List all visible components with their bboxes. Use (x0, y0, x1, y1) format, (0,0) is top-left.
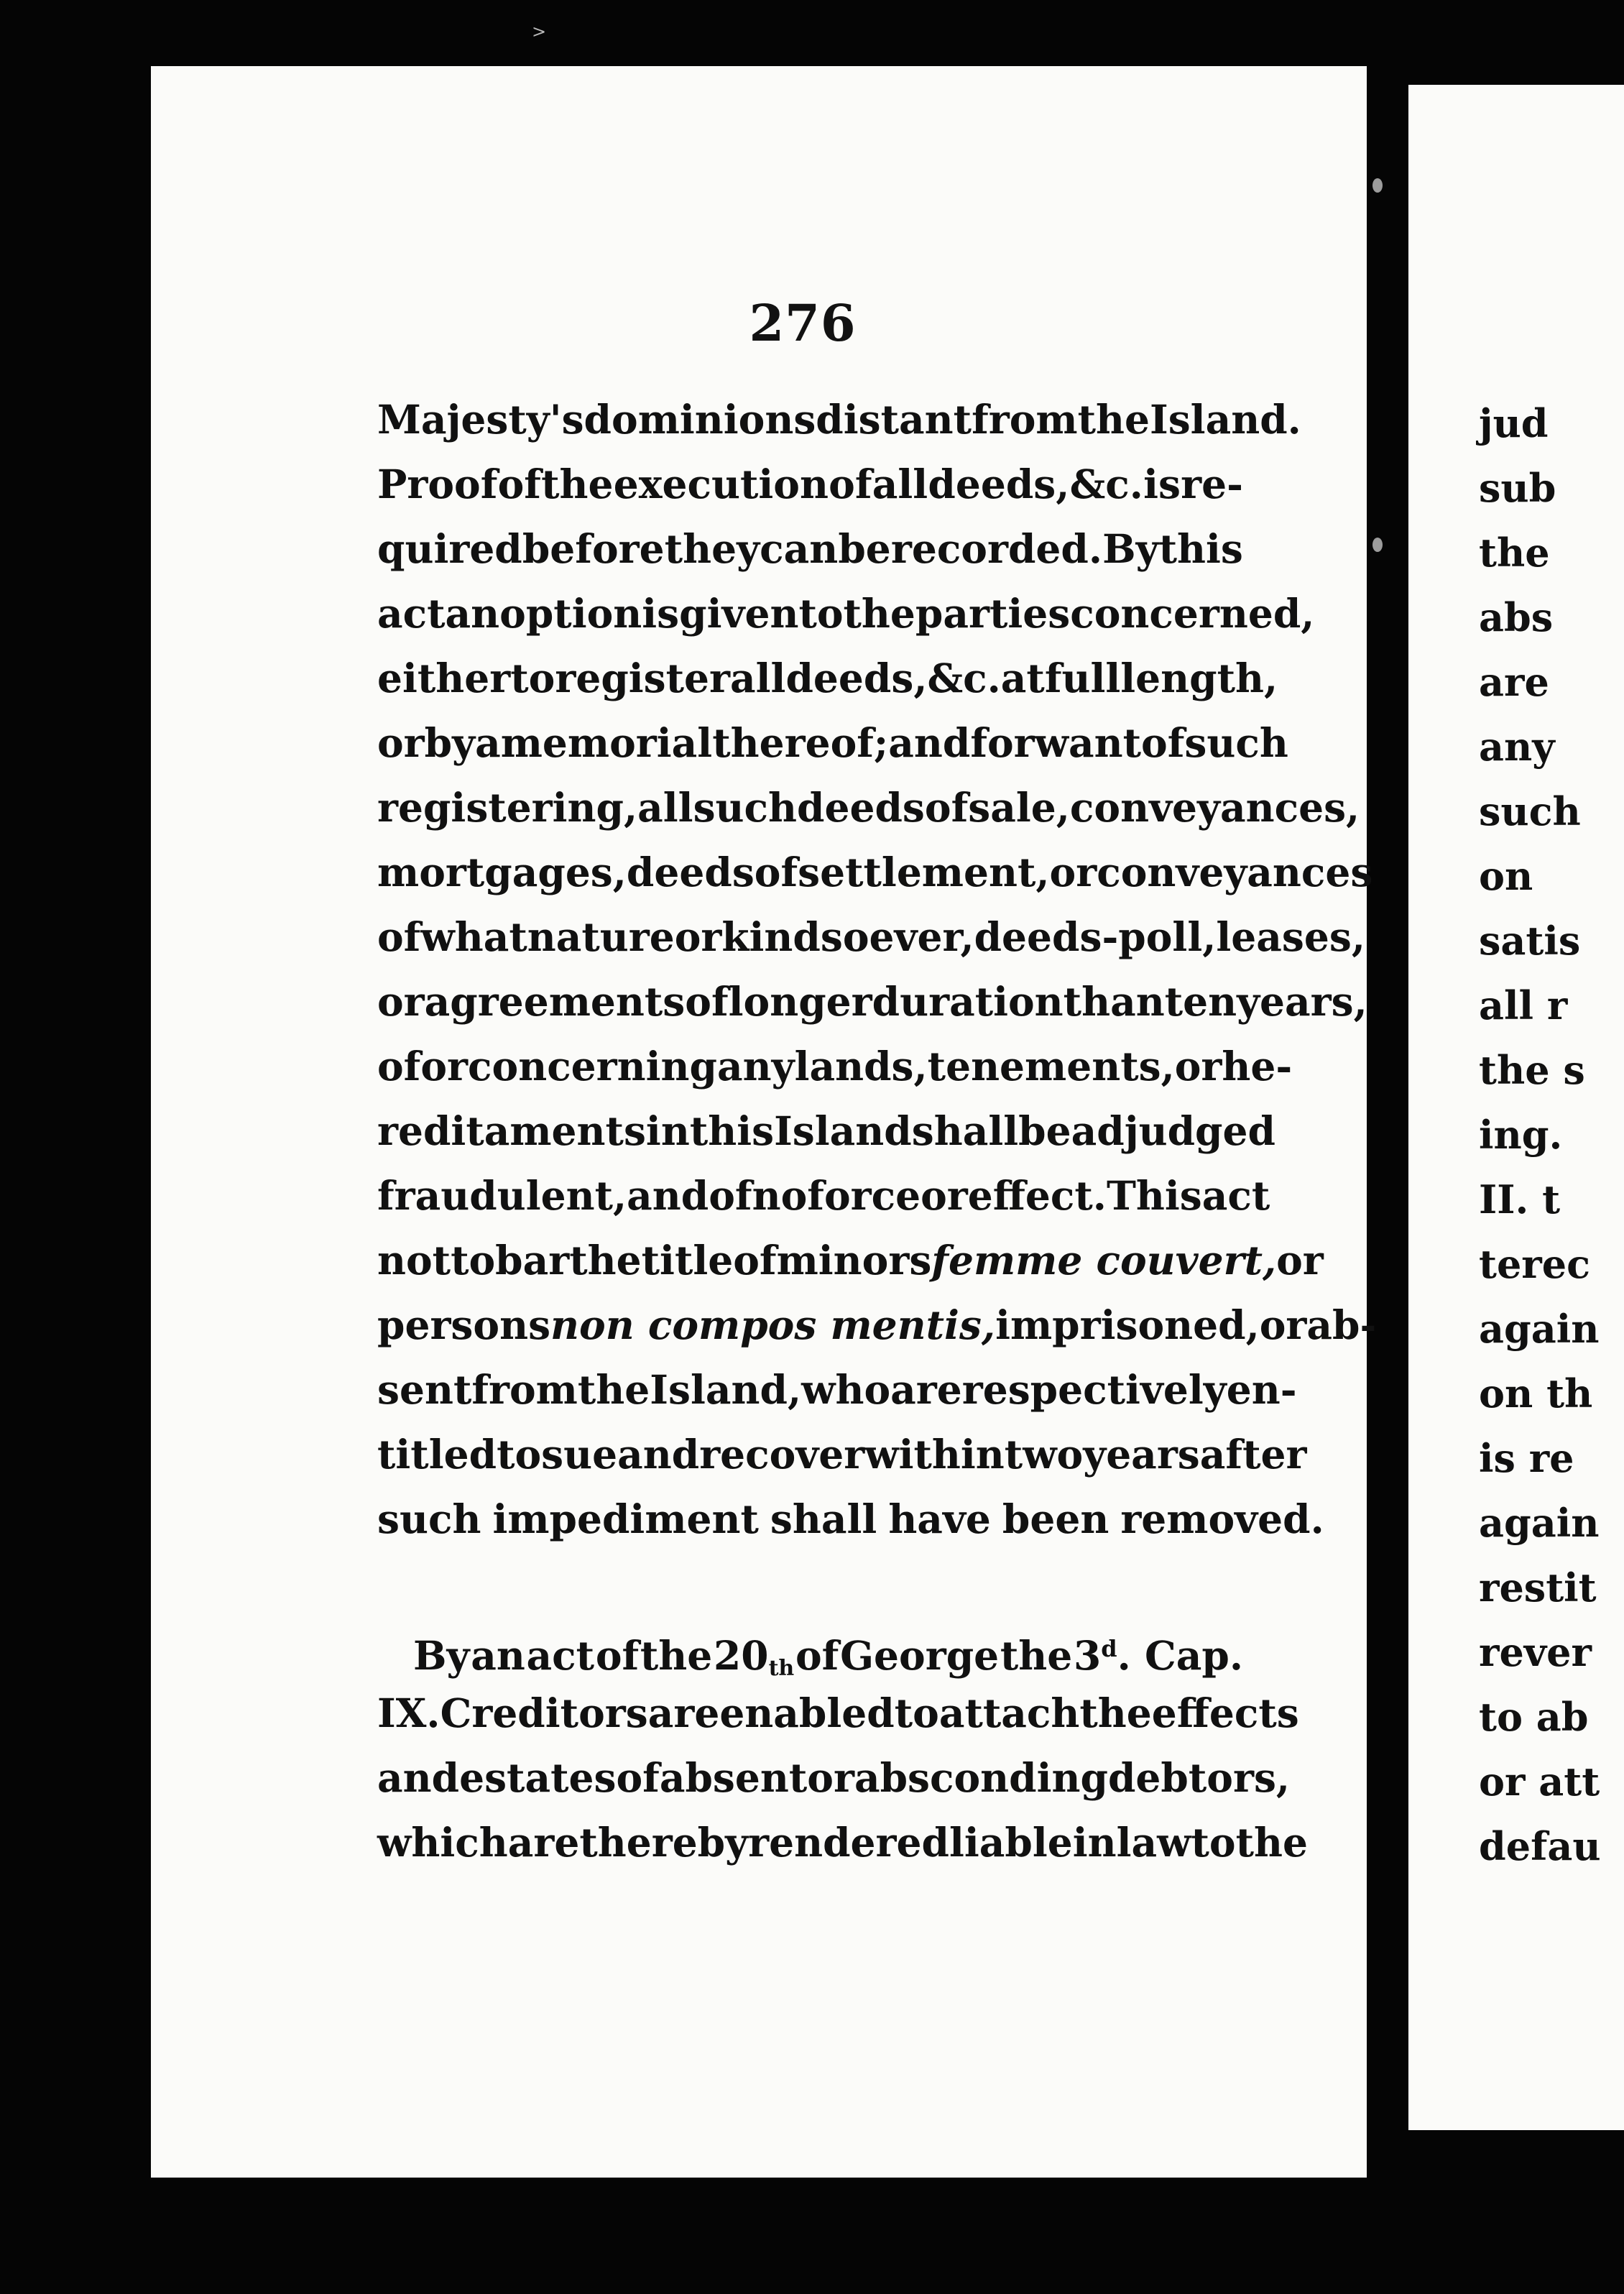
text-line (377, 1488, 1324, 1551)
text-word: concerning (468, 1043, 717, 1090)
right-page-line-fragment: is re (1479, 1435, 1574, 1481)
text-word: or (921, 1172, 968, 1219)
text-word: debtors, (1107, 1754, 1291, 1801)
text-word: any (716, 1043, 795, 1090)
text-word: this (689, 1107, 775, 1154)
text-word: years, (1237, 978, 1367, 1025)
text-line (377, 582, 1315, 645)
text-line (377, 1294, 1377, 1357)
text-line (377, 1164, 1270, 1227)
text-word: of (616, 1754, 660, 1801)
text-word: sale, (968, 784, 1070, 831)
text-word: of (685, 978, 729, 1025)
text-word: law (1116, 1819, 1191, 1866)
text-word: no (752, 1172, 808, 1219)
text-word: kind (721, 913, 821, 960)
text-word: of (497, 461, 541, 507)
text-word: an (445, 590, 500, 637)
right-page-line-fragment: on th (1479, 1371, 1593, 1417)
text-word: agreements (424, 978, 686, 1025)
text-word: this (1158, 525, 1243, 572)
text-word: leases, (1216, 913, 1365, 960)
text-word: of (377, 913, 421, 960)
text-word: of (795, 1632, 839, 1679)
text-word: absconding (854, 1754, 1108, 1801)
text-word: registering, (377, 784, 638, 831)
text-word: Majesty's (377, 396, 584, 443)
text-word: are (507, 1819, 580, 1866)
right-page-line-fragment: such (1479, 788, 1581, 834)
text-word: adjudged (1071, 1107, 1275, 1154)
text-word: is (642, 590, 680, 637)
text-word: $20_{th}$ (714, 1632, 795, 1681)
right-page-line-fragment: are (1479, 659, 1549, 705)
text-word: soever, (820, 913, 974, 960)
text-word: which (377, 1819, 508, 1866)
text-word: or (1174, 1043, 1222, 1090)
text-word: deeds (626, 849, 755, 895)
right-page-line-fragment: the s (1479, 1047, 1585, 1093)
text-line (377, 453, 1243, 516)
text-word: of (709, 1172, 752, 1219)
right-page-line-fragment: any (1479, 724, 1555, 770)
text-word: to (894, 1690, 939, 1736)
right-page-line-fragment: sub (1479, 465, 1556, 511)
text-word: all (872, 461, 928, 507)
text-word: who (801, 1366, 891, 1413)
right-page-line-fragment: again (1479, 1306, 1600, 1352)
text-word: titled (377, 1431, 497, 1478)
text-word: quired (377, 525, 522, 572)
text-word: Creditors (440, 1690, 648, 1736)
text-word: fraudulent, (377, 1172, 627, 1219)
text-word: concerned, (1070, 590, 1315, 637)
text-word: he- (1222, 1043, 1293, 1090)
text-word: By (1102, 525, 1159, 572)
text-word: before (522, 525, 665, 572)
text-word: minors (776, 1237, 932, 1284)
text-word: shall (911, 1107, 1019, 1154)
text-word: of (754, 849, 798, 895)
text-word: they (664, 525, 760, 572)
right-page-line-fragment: to ab (1479, 1694, 1589, 1740)
text-word: recorded. (890, 525, 1103, 572)
gutter-speck (1372, 538, 1383, 552)
text-word: mortgages, (377, 849, 627, 895)
text-word: at (1000, 655, 1045, 701)
right-page-line-fragment: abs (1479, 594, 1554, 640)
right-page-line-fragment: terec (1479, 1241, 1590, 1287)
text-word: Island (774, 1107, 912, 1154)
text-word: full (1044, 655, 1121, 701)
text-word: the (843, 590, 915, 637)
text-word: ab- (1306, 1302, 1377, 1348)
text-word: effect. (967, 1172, 1107, 1219)
text-word: imprisoned, (995, 1302, 1260, 1348)
text-word: for (970, 719, 1035, 766)
right-page-line-fragment: on (1479, 853, 1533, 899)
right-page-line-fragment: again (1479, 1500, 1600, 1546)
gutter-speck (1372, 178, 1383, 193)
text-word: or (807, 1754, 854, 1801)
text-word: or (1049, 849, 1097, 895)
text-word: deeds, (785, 655, 928, 701)
text-word: By (413, 1632, 470, 1679)
text-word: conveyances, (1069, 784, 1360, 831)
text-word: are (647, 1690, 720, 1736)
text-line (377, 841, 1373, 904)
text-word: sue (541, 1431, 618, 1478)
text-word: the (1079, 1690, 1152, 1736)
text-line (377, 1229, 1324, 1292)
text-word: want (1034, 719, 1142, 766)
text-line (377, 517, 1243, 581)
text-word: act (526, 1632, 595, 1679)
text-word: thereby (579, 1819, 749, 1866)
text-word: shall (770, 1496, 877, 1542)
text-word: bar (495, 1237, 570, 1284)
text-word: removed. (1120, 1496, 1324, 1542)
text-word: or (377, 978, 425, 1025)
text-word: attach (938, 1690, 1080, 1736)
text-line (377, 1423, 1307, 1486)
text-word: deeds-poll, (974, 913, 1217, 960)
text-word: given (679, 590, 799, 637)
text-word: by (424, 719, 476, 766)
text-word: ten (1164, 978, 1237, 1025)
text-word: years (1083, 1431, 1200, 1478)
text-word: not (377, 1237, 451, 1284)
text-word: within (864, 1431, 1005, 1478)
text-word: have (888, 1496, 991, 1542)
text-word: and (888, 719, 971, 766)
page-number: 276 (749, 293, 857, 353)
text-word: either (377, 655, 511, 701)
text-word: duration (872, 978, 1064, 1025)
text-word: This (1106, 1172, 1202, 1219)
text-word: act (377, 590, 446, 637)
text-word: two (1004, 1431, 1084, 1478)
text-word: longer (728, 978, 872, 1025)
text-word: parties (915, 590, 1071, 637)
text-word: Island. (1149, 396, 1301, 443)
text-word: from (471, 1366, 578, 1413)
text-word: of (1141, 719, 1185, 766)
text-word: and (627, 1172, 709, 1219)
text-word: such (377, 1496, 481, 1542)
text-word: persons (377, 1302, 551, 1348)
right-page-line-fragment: jud (1479, 400, 1549, 446)
text-word: are (890, 1366, 962, 1413)
text-word: than (1063, 978, 1165, 1025)
text-word: or (420, 1043, 469, 1090)
text-line (413, 1617, 1243, 1680)
text-word: title (641, 1237, 734, 1284)
text-word: a (475, 719, 501, 766)
text-word: can (760, 525, 839, 572)
italic-word: non compos mentis, (550, 1302, 996, 1348)
text-word: or (377, 719, 425, 766)
text-word: or (674, 913, 722, 960)
text-word: an (471, 1632, 525, 1679)
text-word: to (798, 590, 844, 637)
text-word: act (1201, 1172, 1270, 1219)
text-word: after (1199, 1431, 1307, 1478)
text-line (377, 1811, 1308, 1874)
right-page-line-fragment: rever (1479, 1629, 1592, 1675)
text-word: the (541, 461, 614, 507)
text-word: deeds (797, 784, 925, 831)
text-word: reditaments (377, 1107, 646, 1154)
text-word: the (1235, 1819, 1308, 1866)
text-word: be (1018, 1107, 1071, 1154)
text-line (377, 711, 1288, 775)
text-word: . Cap. (1117, 1632, 1243, 1679)
text-line (377, 1358, 1297, 1422)
text-word: length, (1120, 655, 1278, 701)
text-word: effects (1151, 1690, 1299, 1736)
text-word: enabled (719, 1690, 895, 1736)
text-line (377, 1682, 1299, 1745)
text-word: liable (949, 1819, 1073, 1866)
text-line (377, 1035, 1293, 1098)
text-word: &c. (927, 655, 1001, 701)
text-line (377, 776, 1360, 839)
text-word: to (1191, 1819, 1236, 1866)
text-line (377, 906, 1365, 969)
text-word: recover (699, 1431, 865, 1478)
text-word: en- (1226, 1366, 1297, 1413)
text-word: 3$^d$. Cap. (1074, 1632, 1243, 1679)
italic-word: femme couvert, (931, 1237, 1277, 1284)
text-word: George (840, 1632, 1000, 1679)
text-word: and (377, 1754, 460, 1801)
text-word: IX. (377, 1690, 440, 1736)
text-word: of (829, 461, 872, 507)
text-word: register (555, 655, 731, 701)
text-word: nature (527, 913, 675, 960)
text-word: been (1002, 1496, 1109, 1542)
text-word: of (377, 1043, 421, 1090)
text-word: absent (659, 1754, 808, 1801)
text-word: respectively (961, 1366, 1227, 1413)
ordinal-subscript: th (768, 1656, 795, 1681)
text-word: deeds, (928, 461, 1070, 507)
text-word: the (1077, 396, 1150, 443)
text-word: and (617, 1431, 700, 1478)
text-word: thereof; (712, 719, 889, 766)
text-word: the (640, 1632, 713, 1679)
text-word: conveyances (1097, 849, 1373, 895)
text-line (377, 647, 1278, 710)
text-word: rendered (748, 1819, 949, 1866)
text-word: force (807, 1172, 921, 1219)
text-word: distant (816, 396, 972, 443)
text-word: option (499, 590, 642, 637)
text-word: tenements, (927, 1043, 1175, 1090)
text-word: dominions (583, 396, 816, 443)
right-page-line-fragment: restit (1479, 1565, 1597, 1611)
text-word: memorial (500, 719, 713, 766)
text-word: to (497, 1431, 542, 1478)
right-page-line-fragment: all r (1479, 982, 1568, 1028)
text-word: of (924, 784, 969, 831)
text-word: execution (613, 461, 829, 507)
text-word: of (595, 1632, 640, 1679)
text-word: to (451, 1237, 496, 1284)
text-word: in (1072, 1819, 1117, 1866)
text-word: be (838, 525, 891, 572)
text-word: lands, (794, 1043, 928, 1090)
text-word: what (420, 913, 527, 960)
text-word: all (637, 784, 693, 831)
text-word: or (1259, 1302, 1307, 1348)
right-page-line-fragment: II. t (1479, 1176, 1561, 1222)
text-word: the (1000, 1632, 1073, 1679)
text-word: re- (1181, 461, 1243, 507)
right-page-line-fragment: the (1479, 530, 1550, 576)
text-line (377, 1746, 1291, 1810)
text-word: the (569, 1237, 642, 1284)
text-word: &c. (1069, 461, 1143, 507)
text-word: Island, (650, 1366, 802, 1413)
text-word: sent (377, 1366, 472, 1413)
text-word: such (1184, 719, 1288, 766)
text-word: settlement, (798, 849, 1050, 895)
text-word: impediment (492, 1496, 759, 1542)
text-word: Proof (377, 461, 498, 507)
text-line (377, 1100, 1275, 1163)
book-gutter (1367, 88, 1408, 2179)
ordinal-superscript: d (1101, 1635, 1117, 1662)
text-word: or (1276, 1237, 1324, 1284)
text-line (377, 970, 1367, 1033)
right-page-line-fragment: or att (1479, 1759, 1600, 1805)
text-word: of (733, 1237, 777, 1284)
text-word: estates (459, 1754, 617, 1801)
text-word: in (645, 1107, 690, 1154)
text-word: to (510, 655, 555, 701)
text-line (377, 388, 1301, 451)
text-word: all (730, 655, 786, 701)
right-page-line-fragment: satis (1479, 918, 1581, 964)
text-word: such (693, 784, 798, 831)
right-page-line-fragment: defau (1479, 1823, 1601, 1869)
text-word: from (972, 396, 1078, 443)
text-word: is (1143, 461, 1181, 507)
scan-top-mark: > (532, 22, 547, 42)
text-word: the (577, 1366, 650, 1413)
right-page-line-fragment: ing. (1479, 1112, 1563, 1158)
